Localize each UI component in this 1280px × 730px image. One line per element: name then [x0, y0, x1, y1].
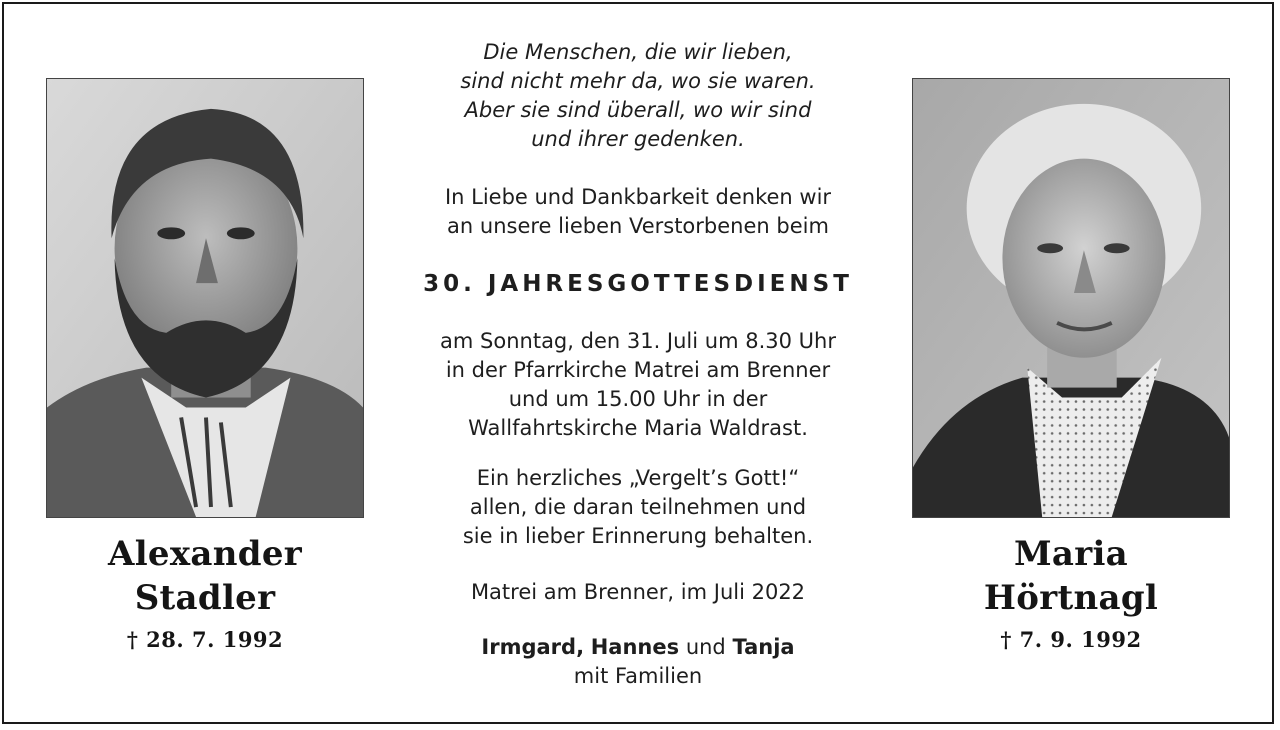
left-death-date: † 28. 7. 1992	[126, 627, 284, 652]
poem-line: Aber sie sind überall, wo wir sind	[464, 98, 812, 122]
left-first-name: Alexander	[108, 534, 302, 574]
portrait-man-image	[47, 79, 363, 517]
thanks-line: allen, die daran teilnehmen und	[469, 495, 807, 519]
right-death-date: † 7. 9. 1992	[1000, 627, 1142, 652]
right-first-name: Maria	[1013, 534, 1129, 574]
left-last-name: Stadler	[134, 578, 276, 618]
person-left-block	[46, 532, 364, 654]
family-name-tanja: Tanja	[732, 635, 795, 659]
details-line: in der Pfarrkirche Matrei am Brenner	[445, 358, 831, 382]
portrait-woman-image	[913, 79, 1229, 517]
details-line: und um 15.00 Uhr in der	[508, 387, 768, 411]
poem-line: sind nicht mehr da, wo sie waren.	[460, 69, 816, 93]
place-date	[380, 578, 896, 607]
poem-line: und ihrer gedenken.	[531, 127, 745, 151]
family-signature	[380, 633, 896, 691]
intro-line: an unsere lieben Verstorbenen beim	[447, 214, 829, 238]
portrait-photo-left	[46, 78, 364, 518]
details-line: am Sonntag, den 31. Juli um 8.30 Uhr	[440, 329, 836, 353]
family-name-hannes: Hannes	[590, 635, 680, 659]
service-title: 30. JAHRESGOTTESDIENST	[423, 271, 853, 297]
thanks-line: Ein herzliches „Vergelt’s Gott!“	[476, 466, 800, 490]
details-line: Wallfahrtskirche Maria Waldrast.	[468, 416, 808, 440]
right-last-name: Hörtnagl	[983, 578, 1159, 618]
portrait-photo-right	[912, 78, 1230, 518]
family-conjunction: und	[685, 635, 726, 659]
family-suffix: mit Familien	[573, 664, 703, 688]
family-name-irmgard: Irmgard,	[481, 635, 585, 659]
thanks-text	[380, 464, 896, 551]
intro-line: In Liebe und Dankbarkeit denken wir	[444, 185, 832, 209]
thanks-line: sie in lieber Erinnerung behalten.	[462, 524, 814, 548]
service-details	[380, 327, 896, 443]
poem-verse	[380, 38, 896, 154]
person-right-block	[912, 532, 1230, 654]
family-names-line	[380, 633, 896, 662]
intro-text	[380, 183, 896, 241]
poem-line: Die Menschen, die wir lieben,	[483, 40, 793, 64]
place-date-line: Matrei am Brenner, im Juli 2022	[470, 580, 806, 604]
